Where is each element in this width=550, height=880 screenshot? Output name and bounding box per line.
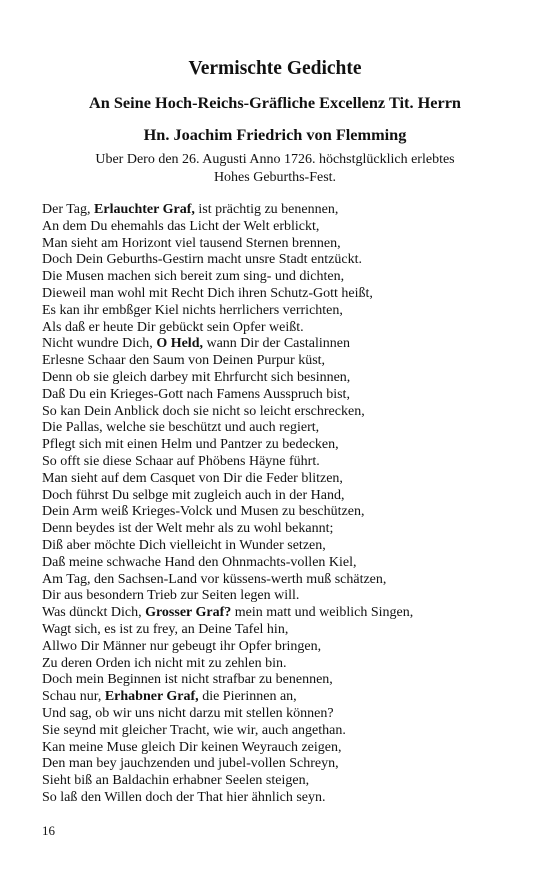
poem-line: Es kan ihr embßger Kiel nichts herrlichers verrichten, xyxy=(42,302,343,318)
emphasized-address: Erlauchter Graf, xyxy=(94,202,195,217)
poem-line: Was dünckt Dich, Grosser Graf? mein matt und weiblich Singen, xyxy=(42,605,414,621)
poem-line: Man sieht auf dem Casquet von Dir die Feder blitzen, xyxy=(42,470,343,486)
poem-line: Wagt sich, es ist zu frey, an Deine Tafel hin, xyxy=(42,621,289,637)
poem-line: Doch mein Beginnen ist nicht strafbar zu benennen, xyxy=(42,672,333,688)
poem-line: Den man bey jauchzenden und jubel-vollen Schreyn, xyxy=(42,756,339,772)
poem-line: Dein Arm weiß Krieges-Volck und Musen zu beschützen, xyxy=(42,504,365,520)
poem-line: Denn beydes ist der Welt mehr als zu wohl bekannt; xyxy=(42,521,334,537)
poem-line: Der Tag, Erlauchter Graf, ist prächtig zu benennen, xyxy=(42,202,339,217)
poem-line: Pflegt sich mit einen Helm und Pantzer zu bedecken, xyxy=(42,437,339,453)
dedication-line: Uber Dero den 26. Augusti Anno 1726. höchstglücklich erlebtes xyxy=(95,152,455,167)
dedication xyxy=(0,151,550,187)
poem-line: Allwo Dir Männer nur gebeugt ihr Opfer bringen, xyxy=(42,638,322,654)
poem-line: Denn ob sie gleich darbey mit Ehrfurcht sich besinnen, xyxy=(42,369,351,385)
poem-line: Diß aber möchte Dich vielleicht in Wunder setzen, xyxy=(42,537,326,553)
poem-line: An dem Du ehemahls das Licht der Welt erblickt, xyxy=(42,218,320,234)
dedicatee-line-1: An Seine Hoch-Reichs-Gräfliche Excellenz Tit. Herrn xyxy=(88,93,461,112)
emphasized-address: O Held, xyxy=(156,336,203,352)
poem-line: Sieht biß an Baldachin erhabner Seelen steigen, xyxy=(42,773,310,789)
poem-line: Nicht wundre Dich, O Held, wann Dir der Castalinnen xyxy=(42,336,350,352)
poem-line: Schau nur, Erhabner Graf, die Pierinnen an, xyxy=(42,689,297,705)
poem-line: Doch Dein Geburths-Gestirn macht unsre Stadt entzückt. xyxy=(42,252,362,268)
poem-line: Am Tag, den Sachsen-Land vor küssens-werth muß schätzen, xyxy=(42,571,387,587)
poem-line: Erlesne Schaar den Saum von Deinen Purpur küst, xyxy=(42,353,326,369)
poem-line: Die Musen machen sich bereit zum sing- und dichten, xyxy=(42,269,345,285)
poem-line: Sie seynd mit gleicher Tracht, wie wir, auch angethan. xyxy=(42,722,346,738)
page-title: Vermischte Gedichte xyxy=(188,58,362,79)
poem-line: Dir aus besondern Trieb zur Seiten legen will. xyxy=(42,588,300,604)
poem-line: So kan Dein Anblick doch sie nicht so leicht erschrecken, xyxy=(42,403,365,419)
poem-line: Daß meine schwache Hand den Ohnmachts-vollen Kiel, xyxy=(42,554,357,570)
poem-line: Und sag, ob wir uns nicht darzu mit stellen können? xyxy=(42,705,334,721)
poem-line: Man sieht am Horizont viel tausend Sternen brennen, xyxy=(42,235,341,251)
poem-line: Die Pallas, welche sie beschützt und auch regiert, xyxy=(42,420,320,436)
dedication-line: Hohes Geburths-Fest. xyxy=(213,170,337,185)
poem-line: Dieweil man wohl mit Recht Dich ihren Schutz-Gott heißt, xyxy=(42,285,373,301)
page-number: 16 xyxy=(42,823,55,838)
poem-body xyxy=(42,202,522,807)
poem-line: Kan meine Muse gleich Dir keinen Weyrauch zeigen, xyxy=(42,739,342,755)
poem-line: So offt sie diese Schaar auf Phöbens Häyne führt. xyxy=(42,453,320,469)
emphasized-address: Erhabner Graf, xyxy=(104,689,199,705)
emphasized-address: Grosser Graf? xyxy=(145,605,232,621)
poem-line: So laß den Willen doch der That hier ähnlich seyn. xyxy=(42,789,326,805)
poem-line: Daß Du ein Krieges-Gott nach Famens Ausspruch bist, xyxy=(42,386,350,402)
poem-line: Doch führst Du selbge mit zugleich auch in der Hand, xyxy=(42,487,345,503)
poem-line: Als daß er heute Dir gebückt sein Opfer weißt. xyxy=(42,319,304,335)
poem-line: Zu deren Orden ich nicht mit zu zehlen bin. xyxy=(42,655,287,671)
dedicatee-line-2: Hn. Joachim Friedrich von Flemming xyxy=(143,125,407,144)
